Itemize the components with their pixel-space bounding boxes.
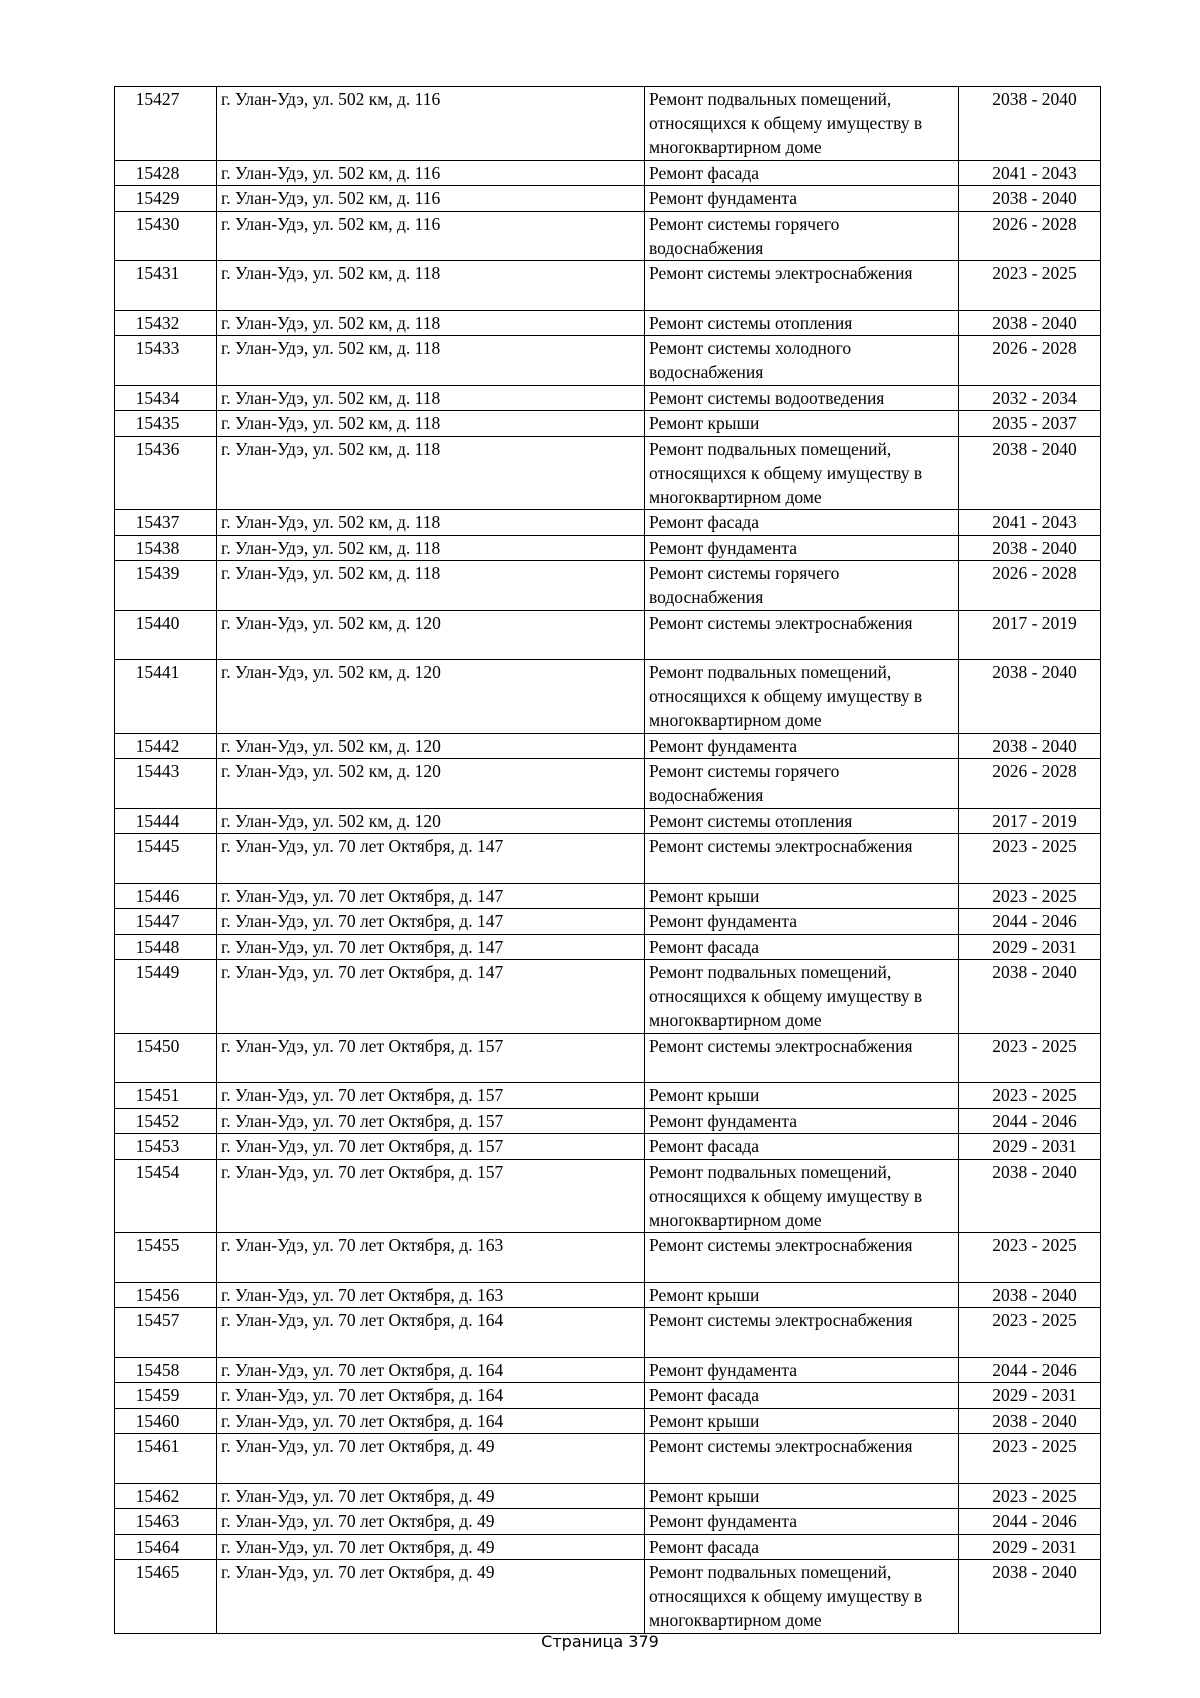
row-id: 15435 [115,411,217,437]
row-id: 15459 [115,1383,217,1409]
row-work: Ремонт крыши [645,1282,959,1308]
row-address: г. Улан-Удэ, ул. 70 лет Октября, д. 147 [217,909,645,935]
row-id: 15452 [115,1108,217,1134]
row-id: 15455 [115,1233,217,1283]
row-period: 2023 - 2025 [959,883,1101,909]
row-address: г. Улан-Удэ, ул. 502 км, д. 118 [217,535,645,561]
row-address: г. Улан-Удэ, ул. 502 км, д. 120 [217,733,645,759]
row-period: 2038 - 2040 [959,733,1101,759]
page-number: Страница 379 [541,1632,659,1651]
row-work: Ремонт системы горячего водоснабжения [645,759,959,809]
row-work: Ремонт фасада [645,1134,959,1160]
row-id: 15431 [115,261,217,311]
table-row [115,385,1101,411]
row-address: г. Улан-Удэ, ул. 502 км, д. 116 [217,211,645,261]
table-row [115,1233,1101,1283]
row-work: Ремонт фундамента [645,186,959,212]
row-id: 15441 [115,660,217,734]
row-address: г. Улан-Удэ, ул. 502 км, д. 120 [217,660,645,734]
table-row [115,1282,1101,1308]
row-address: г. Улан-Удэ, ул. 70 лет Октября, д. 164 [217,1383,645,1409]
table-row [115,660,1101,734]
row-id: 15448 [115,934,217,960]
table-row [115,934,1101,960]
row-work: Ремонт системы электроснабжения [645,1308,959,1358]
row-period: 2029 - 2031 [959,1134,1101,1160]
row-address: г. Улан-Удэ, ул. 70 лет Октября, д. 163 [217,1233,645,1283]
row-work: Ремонт подвальных помещений, относящихся к общему имуществу в многоквартирном доме [645,1560,959,1634]
table-row [115,1534,1101,1560]
row-work: Ремонт системы горячего водоснабжения [645,211,959,261]
table-row [115,883,1101,909]
table-row [115,336,1101,386]
row-work: Ремонт системы электроснабжения [645,1033,959,1083]
row-id: 15447 [115,909,217,935]
row-period: 2038 - 2040 [959,310,1101,336]
row-id: 15429 [115,186,217,212]
table-row [115,1108,1101,1134]
table-row [115,1408,1101,1434]
table-row [115,610,1101,660]
row-period: 2017 - 2019 [959,808,1101,834]
row-address: г. Улан-Удэ, ул. 502 км, д. 118 [217,310,645,336]
row-id: 15465 [115,1560,217,1634]
row-id: 15439 [115,561,217,611]
row-period: 2023 - 2025 [959,834,1101,884]
row-period: 2038 - 2040 [959,1408,1101,1434]
row-period: 2041 - 2043 [959,160,1101,186]
table-row [115,759,1101,809]
row-period: 2023 - 2025 [959,1033,1101,1083]
row-work: Ремонт фундамента [645,1357,959,1383]
table-row [115,87,1101,161]
row-period: 2038 - 2040 [959,535,1101,561]
row-work: Ремонт подвальных помещений, относящихся к общему имуществу в многоквартирном доме [645,436,959,510]
row-id: 15449 [115,960,217,1034]
row-work: Ремонт фасада [645,934,959,960]
row-id: 15443 [115,759,217,809]
row-work: Ремонт системы электроснабжения [645,1233,959,1283]
table-row [115,733,1101,759]
row-work: Ремонт системы электроснабжения [645,834,959,884]
row-work: Ремонт подвальных помещений, относящихся к общему имуществу в многоквартирном доме [645,960,959,1034]
row-period: 2038 - 2040 [959,436,1101,510]
row-work: Ремонт системы отопления [645,808,959,834]
row-period: 2017 - 2019 [959,610,1101,660]
row-address: г. Улан-Удэ, ул. 502 км, д. 116 [217,186,645,212]
table-row [115,510,1101,536]
row-address: г. Улан-Удэ, ул. 502 км, д. 116 [217,87,645,161]
row-work: Ремонт фундамента [645,1108,959,1134]
row-period: 2038 - 2040 [959,960,1101,1034]
row-id: 15430 [115,211,217,261]
row-work: Ремонт фасада [645,1383,959,1409]
row-work: Ремонт системы отопления [645,310,959,336]
row-period: 2044 - 2046 [959,1108,1101,1134]
table-row [115,834,1101,884]
row-period: 2044 - 2046 [959,1357,1101,1383]
row-period: 2023 - 2025 [959,1308,1101,1358]
row-address: г. Улан-Удэ, ул. 502 км, д. 120 [217,610,645,660]
row-work: Ремонт системы электроснабжения [645,610,959,660]
row-address: г. Улан-Удэ, ул. 70 лет Октября, д. 157 [217,1033,645,1083]
row-period: 2038 - 2040 [959,1159,1101,1233]
row-address: г. Улан-Удэ, ул. 70 лет Октября, д. 157 [217,1134,645,1160]
row-work: Ремонт подвальных помещений, относящихся к общему имуществу в многоквартирном доме [645,87,959,161]
row-id: 15451 [115,1083,217,1109]
row-address: г. Улан-Удэ, ул. 502 км, д. 118 [217,385,645,411]
row-period: 2029 - 2031 [959,1534,1101,1560]
row-address: г. Улан-Удэ, ул. 502 км, д. 120 [217,759,645,809]
row-address: г. Улан-Удэ, ул. 502 км, д. 118 [217,436,645,510]
row-period: 2044 - 2046 [959,909,1101,935]
row-id: 15438 [115,535,217,561]
row-id: 15428 [115,160,217,186]
row-address: г. Улан-Удэ, ул. 70 лет Октября, д. 157 [217,1083,645,1109]
row-address: г. Улан-Удэ, ул. 70 лет Октября, д. 164 [217,1308,645,1358]
table-row [115,1483,1101,1509]
row-work: Ремонт фундамента [645,535,959,561]
row-work: Ремонт крыши [645,883,959,909]
row-period: 2044 - 2046 [959,1509,1101,1535]
row-address: г. Улан-Удэ, ул. 70 лет Октября, д. 49 [217,1534,645,1560]
row-address: г. Улан-Удэ, ул. 502 км, д. 118 [217,510,645,536]
table-row [115,261,1101,311]
row-period: 2029 - 2031 [959,934,1101,960]
table-row [115,1509,1101,1535]
row-address: г. Улан-Удэ, ул. 70 лет Октября, д. 49 [217,1509,645,1535]
row-id: 15432 [115,310,217,336]
table-row [115,160,1101,186]
row-address: г. Улан-Удэ, ул. 502 км, д. 116 [217,160,645,186]
row-work: Ремонт системы горячего водоснабжения [645,561,959,611]
row-address: г. Улан-Удэ, ул. 70 лет Октября, д. 157 [217,1108,645,1134]
row-address: г. Улан-Удэ, ул. 70 лет Октября, д. 147 [217,960,645,1034]
table-row [115,808,1101,834]
row-id: 15456 [115,1282,217,1308]
row-period: 2041 - 2043 [959,510,1101,536]
table-row [115,1560,1101,1634]
row-period: 2038 - 2040 [959,186,1101,212]
row-period: 2038 - 2040 [959,1560,1101,1634]
table-row [115,1434,1101,1484]
row-period: 2023 - 2025 [959,1434,1101,1484]
row-period: 2023 - 2025 [959,1483,1101,1509]
table-row [115,960,1101,1034]
row-period: 2029 - 2031 [959,1383,1101,1409]
table-row [115,186,1101,212]
row-id: 15436 [115,436,217,510]
row-work: Ремонт системы электроснабжения [645,261,959,311]
row-period: 2026 - 2028 [959,336,1101,386]
table-row [115,1083,1101,1109]
row-address: г. Улан-Удэ, ул. 70 лет Октября, д. 163 [217,1282,645,1308]
row-address: г. Улан-Удэ, ул. 70 лет Октября, д. 147 [217,934,645,960]
row-period: 2023 - 2025 [959,1083,1101,1109]
row-address: г. Улан-Удэ, ул. 70 лет Октября, д. 164 [217,1408,645,1434]
row-address: г. Улан-Удэ, ул. 70 лет Октября, д. 49 [217,1483,645,1509]
row-address: г. Улан-Удэ, ул. 70 лет Октября, д. 49 [217,1560,645,1634]
row-id: 15463 [115,1509,217,1535]
row-id: 15461 [115,1434,217,1484]
row-work: Ремонт крыши [645,1083,959,1109]
row-period: 2038 - 2040 [959,1282,1101,1308]
row-id: 15434 [115,385,217,411]
row-address: г. Улан-Удэ, ул. 70 лет Октября, д. 49 [217,1434,645,1484]
table-row [115,561,1101,611]
row-id: 15458 [115,1357,217,1383]
row-work: Ремонт системы холодного водоснабжения [645,336,959,386]
table-row [115,909,1101,935]
row-address: г. Улан-Удэ, ул. 502 км, д. 118 [217,411,645,437]
row-period: 2026 - 2028 [959,211,1101,261]
row-id: 15446 [115,883,217,909]
row-work: Ремонт фасада [645,1534,959,1560]
row-id: 15444 [115,808,217,834]
row-address: г. Улан-Удэ, ул. 502 км, д. 118 [217,261,645,311]
row-work: Ремонт крыши [645,411,959,437]
row-work: Ремонт фундамента [645,733,959,759]
row-id: 15437 [115,510,217,536]
table-row [115,411,1101,437]
table-row [115,535,1101,561]
row-id: 15440 [115,610,217,660]
row-address: г. Улан-Удэ, ул. 502 км, д. 118 [217,561,645,611]
row-id: 15453 [115,1134,217,1160]
row-work: Ремонт подвальных помещений, относящихся к общему имуществу в многоквартирном доме [645,1159,959,1233]
row-id: 15462 [115,1483,217,1509]
row-address: г. Улан-Удэ, ул. 70 лет Октября, д. 147 [217,834,645,884]
table-row [115,1159,1101,1233]
row-address: г. Улан-Удэ, ул. 70 лет Октября, д. 147 [217,883,645,909]
row-work: Ремонт фасада [645,160,959,186]
row-address: г. Улан-Удэ, ул. 502 км, д. 118 [217,336,645,386]
row-id: 15433 [115,336,217,386]
row-id: 15427 [115,87,217,161]
row-period: 2023 - 2025 [959,1233,1101,1283]
row-address: г. Улан-Удэ, ул. 502 км, д. 120 [217,808,645,834]
row-work: Ремонт фундамента [645,909,959,935]
row-id: 15454 [115,1159,217,1233]
row-id: 15460 [115,1408,217,1434]
row-period: 2026 - 2028 [959,561,1101,611]
row-id: 15457 [115,1308,217,1358]
row-work: Ремонт крыши [645,1483,959,1509]
row-work: Ремонт системы электроснабжения [645,1434,959,1484]
table-row [115,1134,1101,1160]
works-table [114,86,1101,1634]
table-row [115,1383,1101,1409]
row-id: 15442 [115,733,217,759]
row-work: Ремонт подвальных помещений, относящихся к общему имуществу в многоквартирном доме [645,660,959,734]
row-id: 15445 [115,834,217,884]
row-period: 2032 - 2034 [959,385,1101,411]
row-work: Ремонт фасада [645,510,959,536]
row-work: Ремонт фундамента [645,1509,959,1535]
table-row [115,1357,1101,1383]
row-period: 2038 - 2040 [959,87,1101,161]
row-period: 2038 - 2040 [959,660,1101,734]
row-address: г. Улан-Удэ, ул. 70 лет Октября, д. 164 [217,1357,645,1383]
row-id: 15450 [115,1033,217,1083]
row-work: Ремонт крыши [645,1408,959,1434]
row-work: Ремонт системы водоотведения [645,385,959,411]
table-row [115,1033,1101,1083]
table-row [115,211,1101,261]
row-id: 15464 [115,1534,217,1560]
table-row [115,436,1101,510]
table-row [115,310,1101,336]
row-period: 2026 - 2028 [959,759,1101,809]
row-period: 2023 - 2025 [959,261,1101,311]
row-period: 2035 - 2037 [959,411,1101,437]
row-address: г. Улан-Удэ, ул. 70 лет Октября, д. 157 [217,1159,645,1233]
table-row [115,1308,1101,1358]
